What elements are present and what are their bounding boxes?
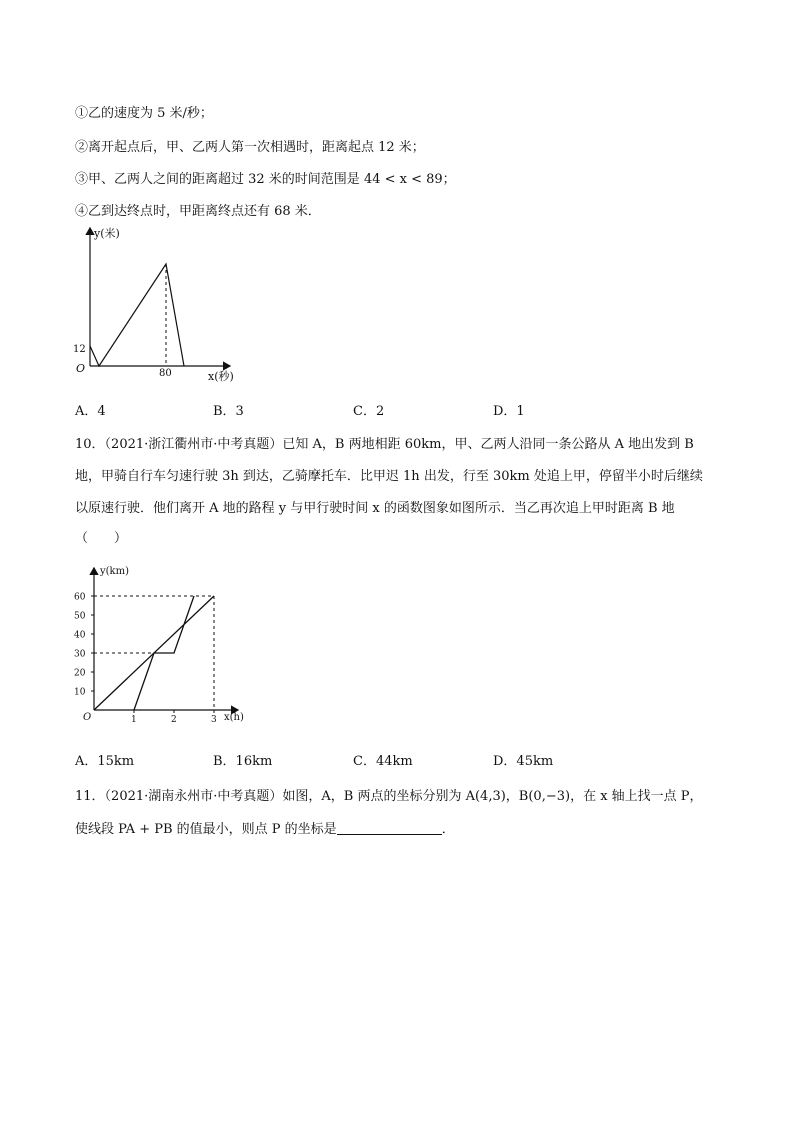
y-tick-label: 10	[74, 687, 86, 698]
y-tick-label: 30	[74, 649, 86, 660]
x-tick-label: 2	[171, 715, 177, 725]
q11-end: ．	[441, 822, 455, 837]
y-tick-label: 20	[74, 668, 86, 679]
statement-2: ②离开起点后，甲、乙两人第一次相遇时，距离起点 12 米；	[75, 140, 425, 155]
answer-blank[interactable]	[337, 822, 442, 835]
q10-option-a[interactable]: A．15km	[75, 754, 135, 769]
statement-3: ③甲、乙两人之间的距离超过 32 米的时间范围是 44 < x < 89；	[75, 172, 456, 187]
statement-1: ①乙的速度为 5 米/秒；	[75, 106, 213, 121]
q11-text: 使线段 PA + PB 的值最小，则点 P 的坐标是	[75, 822, 337, 837]
y-axis-label: y(km)	[100, 566, 129, 577]
graph-distance-time	[70, 222, 270, 392]
x-tick-label: 3	[211, 715, 217, 725]
q11-line-2	[75, 818, 455, 837]
origin-label: O	[76, 362, 86, 375]
q10-option-d[interactable]: D．45km	[493, 754, 554, 769]
q9-option-a[interactable]: A．4	[75, 404, 106, 419]
statement-4: ④乙到达终点时，甲距离终点还有 68 米．	[75, 204, 321, 219]
x-axis-label: x(h)	[224, 712, 244, 723]
q10-line-3: 以原速行驶．他们离开 A 地的路程 y 与甲行驶时间 x 的函数图象如图所示．当乙再次追上甲时距离 B 地	[75, 501, 675, 516]
q10-option-c[interactable]: C．44km	[353, 754, 413, 769]
graph-km-hours	[66, 562, 256, 732]
q9-option-b[interactable]: B．3	[213, 404, 244, 419]
q10-line-2: 地，甲骑自行车匀速行驶 3h 到达，乙骑摩托车．比甲迟 1h 出发，行至 30km 处追上甲，停留半小时后继续	[75, 469, 703, 484]
y-axis-label: y(米)	[94, 227, 120, 240]
y-tick-12: 12	[73, 344, 86, 355]
q9-option-c[interactable]: C．2	[353, 404, 385, 419]
origin-label: O	[83, 712, 92, 723]
q10-option-b[interactable]: B．16km	[213, 754, 273, 769]
x-axis-label: x(秒)	[208, 370, 234, 383]
y-tick-label: 40	[74, 630, 86, 641]
x-tick-label: 1	[131, 715, 137, 725]
q11-line-1: 11．（2021·湖南永州市·中考真题）如图，A，B 两点的坐标分别为 A(4,3)，B(0,−3)，在 x 轴上找一点 P，	[75, 789, 703, 804]
y-tick-label: 50	[74, 611, 86, 622]
q10-line-1: 10．（2021·浙江衢州市·中考真题）已知 A，B 两地相距 60km，甲、乙两人沿同一条公路从 A 地出发到 B	[75, 437, 694, 452]
y-tick-label: 60	[74, 592, 86, 603]
x-tick-80: 80	[159, 368, 172, 379]
graph-curve	[90, 264, 184, 366]
q9-option-d[interactable]: D．1	[493, 404, 525, 419]
q10-line-4: （ ）	[75, 531, 128, 546]
